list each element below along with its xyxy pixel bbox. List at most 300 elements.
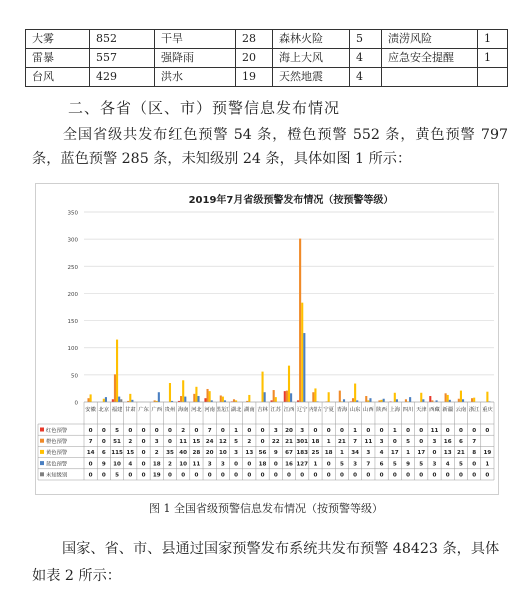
bar-3-贵州 — [169, 383, 171, 402]
table-value: 0 — [472, 472, 477, 479]
x-tick-label: 贵州 — [164, 407, 176, 413]
table-value: 34 — [351, 450, 360, 457]
x-tick-label: 福建 — [111, 407, 123, 413]
x-tick-label: 江西 — [283, 407, 295, 413]
legend-swatch — [40, 450, 44, 454]
x-tick-label: 陕西 — [376, 407, 387, 413]
y-tick-label: 50 — [71, 373, 78, 380]
y-tick-label: 300 — [67, 237, 78, 244]
bar-2-海南 — [180, 396, 182, 402]
bar-4-北京 — [105, 397, 107, 402]
table-value: 0 — [207, 472, 212, 479]
bar-4-河北 — [197, 396, 199, 402]
table-value: 1 — [326, 439, 331, 445]
table-value: 5 — [419, 461, 424, 468]
table-value: 13 — [245, 450, 254, 457]
table-value: 3 — [366, 450, 371, 457]
table-value: 1 — [406, 450, 410, 457]
bar-3-江西 — [288, 366, 290, 402]
x-tick-label: 河南 — [204, 407, 215, 413]
table-value: 3 — [353, 461, 358, 468]
legend-swatch — [40, 461, 44, 465]
table-value: 4 — [128, 461, 133, 468]
table-value: 6 — [101, 450, 106, 457]
chart-figure — [35, 183, 499, 495]
table-value: 3 — [154, 439, 159, 445]
x-tick-label: 黑龙江 — [216, 407, 233, 413]
table-value: 0 — [326, 472, 331, 479]
table-value: 18 — [324, 450, 333, 457]
table-value: 9 — [101, 461, 106, 468]
table-value: 0 — [234, 472, 239, 479]
table-value: 0 — [353, 472, 358, 479]
table-value: 6 — [379, 461, 384, 468]
table-value: 18 — [311, 439, 320, 445]
bar-2-江西 — [286, 391, 288, 402]
table-value: 10 — [179, 461, 188, 468]
table-value: 21 — [457, 450, 465, 457]
bar-4-上海 — [396, 399, 398, 402]
legend-swatch — [40, 439, 44, 443]
legend-label: 蓝色预警 — [46, 461, 68, 468]
table-value: 40 — [179, 450, 188, 457]
table-value: 0 — [472, 427, 477, 434]
bar-3-北京 — [103, 399, 105, 402]
table-value: 6 — [458, 439, 463, 445]
table-value: 0 — [141, 439, 146, 445]
bar-1-江西 — [284, 391, 286, 402]
table-row — [26, 68, 508, 87]
table-value: 0 — [234, 461, 239, 468]
table-value: 0 — [419, 472, 424, 479]
x-tick-label: 四川 — [402, 407, 414, 413]
table-value: 0 — [419, 439, 424, 445]
table-value: 10 — [113, 461, 121, 468]
bar-3-湖南 — [248, 395, 250, 402]
x-tick-label: 宁夏 — [323, 407, 334, 413]
bar-4-陕西 — [383, 399, 385, 402]
table-value: 0 — [247, 461, 252, 468]
warning-type-cell: 台风 — [26, 68, 90, 87]
table-value: 5 — [115, 472, 120, 479]
table-value: 1 — [353, 427, 358, 434]
table-value: 11 — [179, 439, 188, 445]
warning-count-cell: 4 — [350, 68, 382, 87]
warning-count-cell: 1 — [478, 49, 508, 68]
x-tick-label: 新疆 — [442, 407, 454, 413]
table-value: 14 — [86, 450, 95, 457]
table-value: 5 — [458, 461, 463, 468]
table-value: 7 — [88, 439, 93, 445]
table-value: 0 — [141, 472, 146, 479]
warning-type-cell: 干旱 — [155, 30, 236, 49]
bar-4-江西 — [290, 393, 292, 402]
table-value: 7 — [207, 427, 212, 434]
table-value: 0 — [168, 472, 172, 479]
warning-count-cell: 557 — [90, 49, 155, 68]
x-tick-label: 海南 — [177, 407, 189, 413]
bar-3-吉林 — [261, 372, 263, 402]
table-value: 0 — [313, 472, 318, 479]
table-value: 18 — [258, 461, 267, 468]
warning-count-cell: 19 — [236, 68, 273, 87]
table-value: 0 — [406, 427, 410, 434]
table-value: 2 — [168, 461, 172, 468]
table-value: 17 — [390, 450, 399, 457]
warning-table-body — [26, 30, 508, 87]
figure-caption: 图 1 全国省级预警信息发布情况（按预警等级） — [149, 502, 383, 515]
bar-2-湖北 — [233, 399, 235, 402]
table-value: 0 — [432, 450, 437, 457]
warning-type-cell: 强降雨 — [155, 49, 236, 68]
table-value: 0 — [128, 427, 133, 434]
table-value: 22 — [271, 439, 280, 445]
table-value: 3 — [379, 439, 384, 445]
table-value: 0 — [128, 472, 133, 479]
table-value: 10 — [218, 450, 227, 457]
table-value: 3 — [207, 461, 212, 468]
warning-type-cell: 洪水 — [155, 68, 236, 87]
table-value: 0 — [366, 472, 371, 479]
bar-4-山西 — [369, 398, 371, 402]
table-row — [26, 30, 508, 49]
table-value: 0 — [260, 427, 265, 434]
table-value: 0 — [326, 427, 331, 434]
legend-label: 未知级别 — [46, 472, 68, 479]
table-value: 19 — [483, 450, 492, 457]
x-tick-label: 广西 — [151, 407, 163, 413]
bar-2-福建 — [114, 374, 116, 402]
table-value: 0 — [88, 461, 93, 468]
table-value: 3 — [234, 450, 239, 457]
bar-4-青海 — [343, 399, 345, 402]
table-value: 0 — [273, 461, 278, 468]
paragraph-total-text: 国家、省、市、县通过国家预警发布系统共发布预警 48423 条，具体如表 2 所示： — [32, 541, 500, 584]
table-value: 11 — [364, 439, 373, 445]
table-value: 0 — [168, 439, 172, 445]
x-tick-label: 浙江 — [468, 407, 480, 413]
x-tick-label: 云南 — [455, 407, 467, 413]
table-value: 28 — [192, 450, 201, 457]
table-value: 0 — [181, 472, 186, 479]
warning-count-cell: 5 — [350, 30, 382, 49]
bar-3-江苏 — [275, 397, 277, 402]
bar-2-江苏 — [273, 390, 275, 402]
bar-2-新疆 — [445, 393, 447, 402]
bar-5-福建 — [120, 399, 122, 402]
warning-count-cell: 852 — [90, 30, 155, 49]
table-value: 0 — [220, 427, 225, 434]
table-value: 0 — [141, 461, 146, 468]
table-value: 0 — [313, 427, 318, 434]
table-value: 0 — [379, 472, 384, 479]
warning-type-cell: 雷暴 — [26, 49, 90, 68]
table-value: 5 — [115, 427, 120, 434]
table-value: 0 — [406, 472, 410, 479]
legend-swatch — [40, 428, 44, 432]
table-value: 5 — [339, 461, 344, 468]
table-value: 0 — [194, 472, 199, 479]
table-value: 51 — [113, 439, 121, 445]
table-value: 0 — [88, 472, 93, 479]
x-tick-label: 广东 — [138, 407, 149, 413]
table-value: 0 — [194, 427, 199, 434]
bar-4-天津 — [422, 399, 424, 402]
y-tick-label: 200 — [67, 291, 78, 298]
table-value: 25 — [311, 450, 320, 457]
x-tick-label: 内蒙古 — [309, 407, 326, 413]
table-value: 0 — [88, 427, 93, 434]
table-value: 11 — [192, 461, 201, 468]
bar-3-天津 — [420, 393, 422, 402]
table-value: 0 — [141, 450, 146, 457]
bar-3-云南 — [460, 391, 462, 402]
table-value: 11 — [430, 427, 439, 434]
table-value: 67 — [285, 450, 293, 457]
table-value: 4 — [379, 450, 384, 457]
table-value: 0 — [154, 427, 159, 434]
table-value: 0 — [101, 439, 106, 445]
warning-type-cell: 大雾 — [26, 30, 90, 49]
bar-4-四川 — [409, 397, 411, 402]
bar-4-甘肃 — [131, 400, 133, 402]
bar-2-云南 — [458, 399, 460, 402]
table-value: 0 — [339, 427, 344, 434]
bar-3-浙江 — [473, 398, 475, 402]
x-tick-label: 河北 — [191, 407, 202, 413]
table-value: 15 — [126, 450, 135, 457]
table-value: 8 — [472, 450, 477, 457]
table-value: 4 — [445, 461, 450, 468]
table-value: 5 — [406, 439, 410, 445]
table-value: 0 — [101, 472, 106, 479]
x-tick-label: 重庆 — [482, 407, 493, 413]
x-tick-label: 西藏 — [429, 407, 440, 413]
bar-4-福建 — [118, 397, 120, 402]
bar-3-上海 — [394, 393, 396, 402]
bar-3-新疆 — [447, 395, 449, 402]
x-tick-label: 江苏 — [270, 407, 282, 413]
table-value: 2 — [128, 439, 133, 445]
warning-type-cell: 森林火险 — [273, 30, 350, 49]
table-value: 0 — [300, 472, 305, 479]
bar-3-陕西 — [381, 400, 383, 402]
section-heading: 二、各省（区、市）预警信息发布情况 — [68, 99, 341, 117]
bar-2-黑龙江 — [220, 395, 222, 402]
y-tick-label: 350 — [67, 210, 78, 217]
table-value: 0 — [220, 472, 225, 479]
bar-3-河北 — [195, 387, 197, 402]
warning-type-cell: 应急安全提醒 — [382, 49, 478, 68]
y-tick-label: 250 — [67, 264, 78, 271]
warning-count-cell: 28 — [236, 30, 273, 49]
table-value: 1 — [313, 461, 318, 468]
table-value: 24 — [205, 439, 214, 445]
table-value: 0 — [287, 472, 291, 479]
table-value: 183 — [296, 450, 309, 457]
bar-2-四川 — [405, 399, 407, 402]
bar-3-重庆 — [486, 392, 488, 402]
table-value: 0 — [432, 472, 437, 479]
bar-3-河南 — [209, 391, 211, 402]
table-value: 9 — [406, 461, 410, 468]
x-tick-label: 甘肃 — [124, 407, 136, 413]
x-tick-label: 湖北 — [230, 407, 242, 413]
table-row — [26, 49, 508, 68]
paragraph-summary — [32, 123, 508, 171]
x-tick-label: 安徽 — [85, 407, 96, 413]
bar-1-河南 — [204, 398, 206, 402]
bar-4-广西 — [158, 392, 160, 402]
bar-2-青海 — [339, 391, 341, 402]
bar-4-云南 — [462, 399, 464, 402]
table-value: 0 — [445, 427, 450, 434]
table-value: 16 — [443, 439, 452, 445]
table-value: 15 — [192, 439, 201, 445]
table-value: 20 — [205, 450, 214, 457]
warning-count-cell: 20 — [236, 49, 273, 68]
table-value: 18 — [152, 461, 161, 468]
bar-1-西藏 — [429, 396, 431, 402]
table-value: 7 — [472, 439, 477, 445]
table-value: 9 — [273, 450, 278, 457]
x-tick-label: 山东 — [349, 407, 361, 413]
table-value: 0 — [366, 427, 371, 434]
table-value: 0 — [458, 472, 463, 479]
table-value: 0 — [247, 427, 252, 434]
table-value: 19 — [152, 472, 161, 479]
bar-2-河北 — [193, 394, 195, 402]
legend-label: 橙色预警 — [46, 439, 68, 445]
table-value: 7 — [353, 439, 358, 445]
table-value: 1 — [339, 450, 344, 457]
table-value: 0 — [445, 472, 450, 479]
x-tick-label: 湖南 — [244, 407, 255, 413]
table-value: 2 — [154, 450, 159, 457]
table-value: 3 — [300, 427, 305, 434]
table-value: 3 — [432, 439, 437, 445]
bar-3-山东 — [354, 384, 356, 402]
table-value: 0 — [273, 472, 278, 479]
legend-label: 红色预警 — [46, 427, 68, 434]
table-value: 2 — [247, 439, 252, 445]
bar-3-甘肃 — [129, 394, 131, 402]
table-value: 17 — [417, 450, 426, 457]
table-value: 16 — [285, 461, 293, 468]
table-value: 0 — [458, 427, 463, 434]
table-value: 1 — [392, 427, 397, 434]
legend-label: 黄色预警 — [46, 450, 68, 457]
warning-level-chart — [36, 184, 498, 494]
warning-type-cell — [382, 68, 478, 87]
bar-4-辽宁 — [303, 333, 305, 402]
y-tick-label: 150 — [67, 319, 78, 326]
y-tick-label: 100 — [67, 346, 78, 353]
bar-2-内蒙古 — [312, 392, 314, 402]
table-value: 0 — [101, 427, 106, 434]
warning-type-cell: 天然地震 — [273, 68, 350, 87]
table-value: 0 — [485, 427, 490, 434]
table-value: 127 — [296, 461, 309, 468]
bar-2-山东 — [352, 398, 354, 402]
bar-4-吉林 — [264, 392, 266, 402]
paragraph-summary-text: 全国省级共发布红色预警 54 条，橙色预警 552 条，黄色预警 797 条，蓝色预警 285 条，未知级别 24 条，具体如图 1 所示： — [32, 127, 508, 167]
table-value: 0 — [247, 472, 252, 479]
table-value: 0 — [392, 472, 397, 479]
table-value: 0 — [141, 427, 146, 434]
warning-type-cell: 渍涝风险 — [382, 30, 478, 49]
warning-type-cell: 海上大风 — [273, 49, 350, 68]
table-value: 21 — [285, 439, 293, 445]
table-value: 20 — [285, 427, 293, 434]
x-tick-label: 天津 — [415, 407, 427, 413]
table-value: 35 — [166, 450, 174, 457]
bar-1-福建 — [112, 399, 114, 402]
warning-count-cell: 429 — [90, 68, 155, 87]
table-value: 0 — [419, 427, 424, 434]
bar-2-浙江 — [471, 398, 473, 402]
table-value: 0 — [472, 461, 477, 468]
bar-3-内蒙古 — [314, 388, 316, 402]
bar-3-黑龙江 — [222, 397, 224, 402]
bar-3-海南 — [182, 380, 184, 402]
y-tick-label: 0 — [74, 400, 78, 407]
bar-4-海南 — [184, 397, 186, 402]
table-value: 13 — [443, 450, 452, 457]
table-value: 5 — [234, 439, 239, 445]
table-value: 3 — [220, 461, 225, 468]
bar-2-辽宁 — [299, 239, 301, 402]
table-value: 0 — [260, 439, 265, 445]
bar-2-安徽 — [87, 398, 89, 402]
warning-count-cell: 1 — [478, 30, 508, 49]
table-value: 1 — [485, 461, 490, 468]
x-tick-label: 辽宁 — [296, 407, 308, 413]
bar-3-安徽 — [90, 394, 92, 402]
table-value: 0 — [326, 461, 331, 468]
x-tick-label: 吉林 — [257, 407, 268, 413]
x-tick-label: 上海 — [389, 407, 401, 413]
table-value: 7 — [366, 461, 371, 468]
table-value: 3 — [273, 427, 278, 434]
table-value: 56 — [258, 450, 267, 457]
bar-2-山西 — [365, 396, 367, 402]
table-value: 0 — [260, 472, 265, 479]
warning-count-cell — [478, 68, 508, 87]
bar-3-宁夏 — [328, 392, 330, 402]
bar-3-福建 — [116, 340, 118, 402]
table-value: 0 — [485, 472, 490, 479]
table-value: 1 — [234, 427, 239, 434]
table-value: 3 — [432, 461, 437, 468]
table-value: 0 — [168, 427, 172, 434]
bar-2-河南 — [206, 389, 208, 402]
table-value: 115 — [111, 450, 123, 457]
x-tick-label: 青海 — [336, 407, 348, 413]
x-tick-label: 山西 — [363, 407, 374, 413]
table-value: 5 — [392, 461, 397, 468]
table-value: 301 — [296, 439, 309, 445]
legend-swatch — [40, 472, 44, 476]
x-tick-label: 北京 — [98, 407, 110, 413]
table-value: 0 — [379, 427, 384, 434]
warning-type-table — [25, 29, 508, 87]
bar-4-新疆 — [449, 400, 451, 402]
paragraph-total — [32, 536, 508, 590]
warning-count-cell: 4 — [350, 49, 382, 68]
bar-3-辽宁 — [301, 303, 303, 402]
table-value: 2 — [181, 427, 186, 434]
